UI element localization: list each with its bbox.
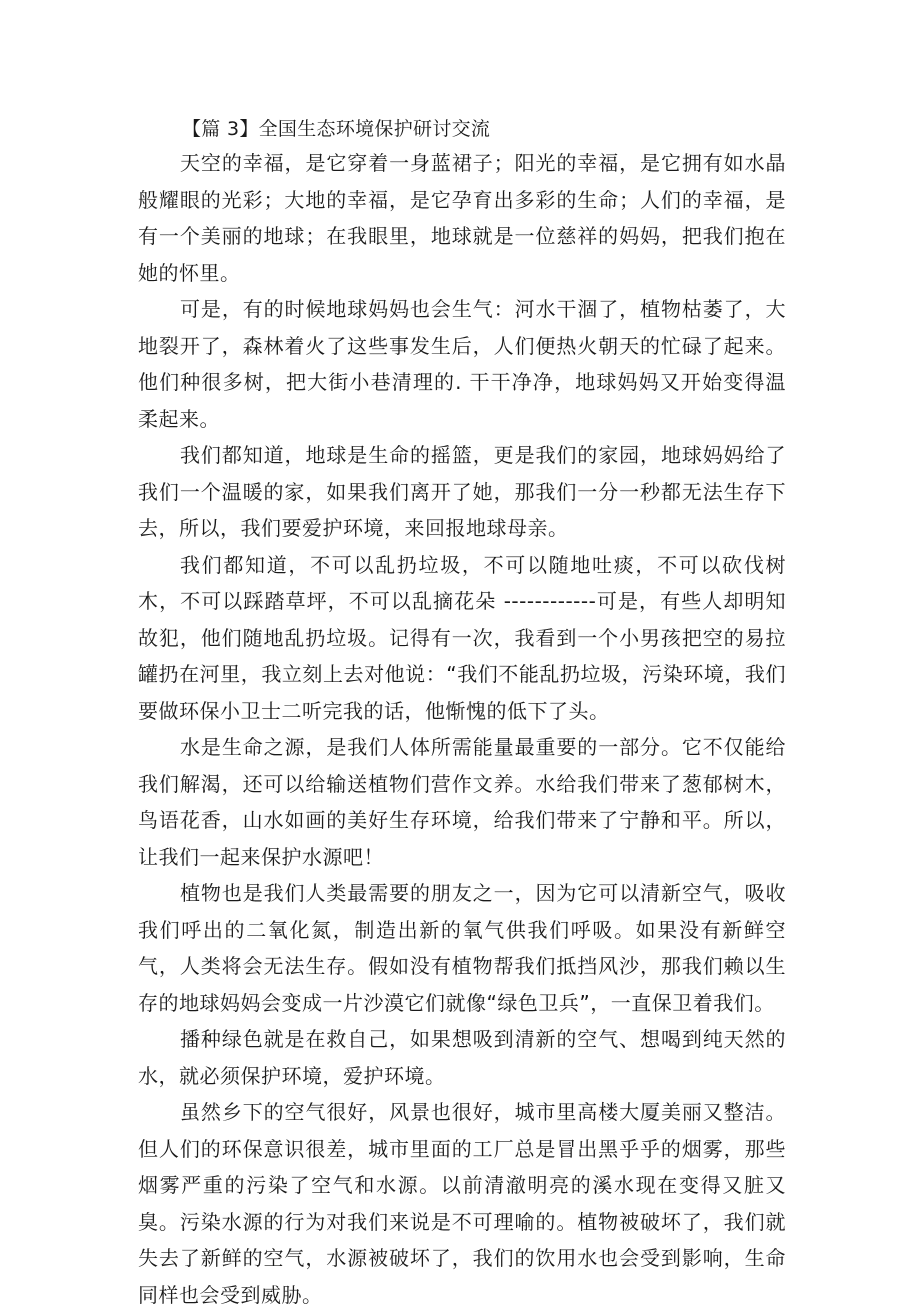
paragraph-5: 水是生命之源，是我们人体所需能量最重要的一部分。它不仅能给我们解渴，还可以给输送植物们营作文养。水给我们带来了葱郁树木，鸟语花香，山水如画的美好生存环境，给我们带来了宁静和平。所以，让我们一起来保护水源吧！ xyxy=(138,735,786,869)
paragraph-6: 植物也是我们人类最需要的朋友之一，因为它可以清新空气，吸收我们呼出的二氧化氮，制造出新的氧气供我们呼吸。如果没有新鲜空气，人类将会无法生存。假如没有植物帮我们抵挡风沙，那我们赖以生存的地球妈妈会变成一片沙漠它们就像“绿色卫兵”，一直保卫着我们。 xyxy=(138,881,786,1015)
paragraph-7: 播种绿色就是在救自己，如果想吸到清新的空气、想喝到纯天然的水，就必须保护环境，爱护环境。 xyxy=(138,1027,786,1088)
document-body xyxy=(138,113,786,1313)
paragraph-3: 我们都知道，地球是生命的摇篮，更是我们的家园，地球妈妈给了我们一个温暖的家，如果我们离开了她，那我们一分一秒都无法生存下去，所以，我们要爱护环境，来回报地球母亲。 xyxy=(138,443,786,540)
document-title: 【篇 3】全国生态环境保护研讨交流 xyxy=(182,118,491,140)
paragraph-2: 可是，有的时候地球妈妈也会生气：河水干涸了，植物枯萎了，大地裂开了，森林着火了这些事发生后，人们便热火朝天的忙碌了起来。他们种很多树，把大街小巷清理的. 干干净净，地球妈妈又开始变得温柔起来。 xyxy=(138,297,786,431)
paragraph-8: 虽然乡下的空气很好，风景也很好，城市里高楼大厦美丽又整洁。但人们的环保意识很差，城市里面的工厂总是冒出黑乎乎的烟雾，那些烟雾严重的污染了空气和水源。以前清澈明亮的溪水现在变得又脏又臭。污染水源的行为对我们来说是不可理喻的。植物被破坏了，我们就失去了新鲜的空气，水源被破坏了，我们的饮用水也会受到影响，生命同样也会受到威胁。 xyxy=(138,1100,786,1307)
paragraph-4: 我们都知道，不可以乱扔垃圾，不可以随地吐痰，不可以砍伐树木，不可以踩踏草坪，不可以乱摘花朵 ------------可是，有些人却明知故犯，他们随地乱扔垃圾。记得有一次，我看到一个小男孩把空的易拉罐扔在河里，我立刻上去对他说：“我们不能乱扔垃圾，污染环境，我们要做环保小卫士二听完我的话，他惭愧的低下了头。 xyxy=(138,552,786,723)
paragraph-1: 天空的幸福，是它穿着一身蓝裙子；阳光的幸福，是它拥有如水晶般耀眼的光彩；大地的幸福，是它孕育出多彩的生命；人们的幸福，是有一个美丽的地球；在我眼里，地球就是一位慈祥的妈妈，把我们抱在她的怀里。 xyxy=(138,151,786,285)
